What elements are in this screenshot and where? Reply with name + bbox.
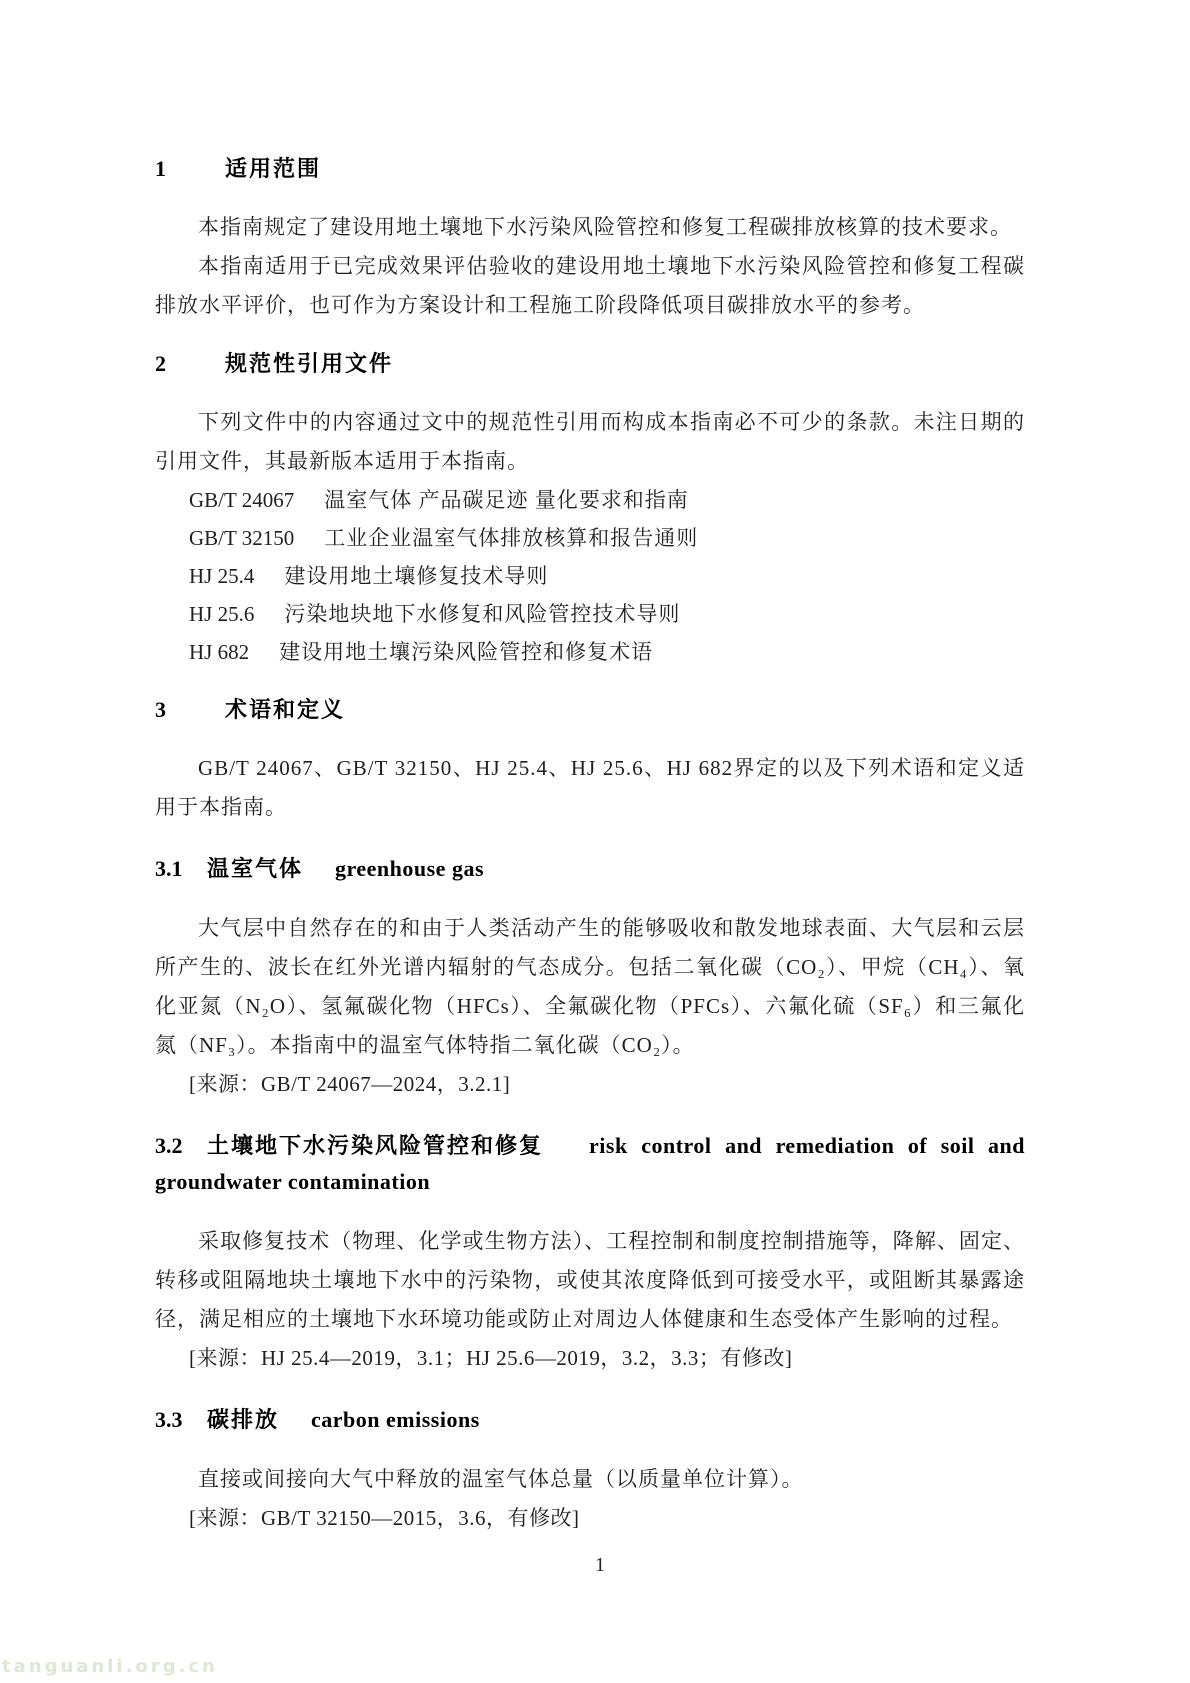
section-number: 3 (155, 697, 166, 722)
term-title-en: carbon emissions (311, 1407, 480, 1432)
section-heading-normative-references (155, 349, 1025, 379)
document-content (155, 138, 1025, 1538)
page-number: 1 (595, 1554, 605, 1576)
term-heading-risk-control-remediation (155, 1130, 1025, 1198)
section-heading-scope (155, 154, 1025, 184)
reference-item (155, 595, 1025, 633)
reference-item (155, 633, 1025, 671)
section-title: 规范性引用文件 (225, 351, 394, 376)
reference-item (155, 519, 1025, 557)
term-heading-carbon-emissions (155, 1404, 1025, 1436)
watermark: tanguanli.org.cn (2, 1656, 218, 1677)
terms-intro-paragraph: GB/T 24067、GB/T 32150、HJ 25.4、HJ 25.6、HJ 682界定的以及下列术语和定义适用于本指南。 (155, 756, 1025, 819)
reference-list (155, 481, 1025, 671)
reference-code: GB/T 32150 (189, 526, 295, 550)
reference-title: 建设用地土壤污染风险管控和修复术语 (279, 640, 654, 664)
section-number: 2 (155, 351, 166, 376)
term-heading-greenhouse-gas (155, 853, 1025, 885)
reference-title: 建设用地土壤修复技术导则 (284, 564, 549, 588)
reference-code: HJ 25.6 (189, 602, 255, 626)
term-title-zh: 温室气体 (207, 856, 304, 881)
reference-item (155, 557, 1025, 595)
reference-title: 污染地块地下水修复和风险管控技术导则 (284, 602, 681, 626)
term-source-risk-control-remediation: [来源：HJ 25.4—2019，3.1；HJ 25.6—2019，3.2，3.3；有修改] (189, 1346, 793, 1370)
term-title-en: greenhouse gas (335, 856, 485, 881)
references-intro-paragraph: 下列文件中的内容通过文中的规范性引用而构成本指南必不可少的条款。未注日期的引用文件，其最新版本适用于本指南。 (155, 410, 1025, 473)
term-source-greenhouse-gas: [来源：GB/T 24067—2024，3.2.1] (189, 1072, 511, 1096)
term-definition-risk-control-remediation: 采取修复技术（物理、化学或生物方法）、工程控制和制度控制措施等，降解、固定、转移或阻隔地块土壤地下水中的污染物，或使其浓度降低到可接受水平，或阻断其暴露途径，满足相应的土壤地下水环境功能或防止对周边人体健康和生态受体产生影响的过程。 (155, 1229, 1025, 1331)
reference-code: HJ 25.4 (189, 564, 255, 588)
term-source-carbon-emissions: [来源：GB/T 32150—2015，3.6，有修改] (189, 1506, 580, 1530)
term-definition-greenhouse-gas: 大气层中自然存在的和由于人类活动产生的能够吸收和散发地球表面、大气层和云层所产生的、波长在红外光谱内辐射的气态成分。包括二氧化碳（CO₂）、甲烷（CH₄）、氧化亚氮（N₂O）、氢氟碳化物（HFCs）、全氟碳化物（PFCs）、六氟化硫（SF₆）和三氟化氮（NF₃）。本指南中的温室气体特指二氧化碳（CO₂）。 (155, 916, 1025, 1057)
term-title-en-line1: risk control and remediation of soil and (589, 1133, 1025, 1158)
term-title-zh: 土壤地下水污染风险管控和修复 (207, 1133, 544, 1158)
scope-paragraph-2: 本指南适用于已完成效果评估验收的建设用地土壤地下水污染风险管控和修复工程碳排放水平评价，也可作为方案设计和工程施工阶段降低项目碳排放水平的参考。 (155, 254, 1025, 317)
scope-paragraph-1: 本指南规定了建设用地土壤地下水污染风险管控和修复工程碳排放核算的技术要求。 (198, 215, 1013, 239)
reference-title: 工业企业温室气体排放核算和报告通则 (324, 526, 699, 550)
reference-code: HJ 682 (189, 640, 250, 664)
reference-item (155, 481, 1025, 519)
section-title: 适用范围 (225, 156, 322, 181)
reference-title: 温室气体 产品碳足迹 量化要求和指南 (324, 488, 689, 512)
term-number: 3.1 (155, 856, 183, 881)
reference-code: GB/T 24067 (189, 488, 295, 512)
term-definition-carbon-emissions: 直接或间接向大气中释放的温室气体总量（以质量单位计算）。 (198, 1467, 804, 1491)
section-heading-terms-definitions (155, 695, 1025, 725)
term-title-zh: 碳排放 (207, 1407, 280, 1432)
term-title-en-line2: groundwater contamination (155, 1169, 431, 1194)
section-number: 1 (155, 156, 166, 181)
section-title: 术语和定义 (225, 697, 346, 722)
term-number: 3.3 (155, 1407, 183, 1432)
term-number: 3.2 (155, 1133, 183, 1158)
